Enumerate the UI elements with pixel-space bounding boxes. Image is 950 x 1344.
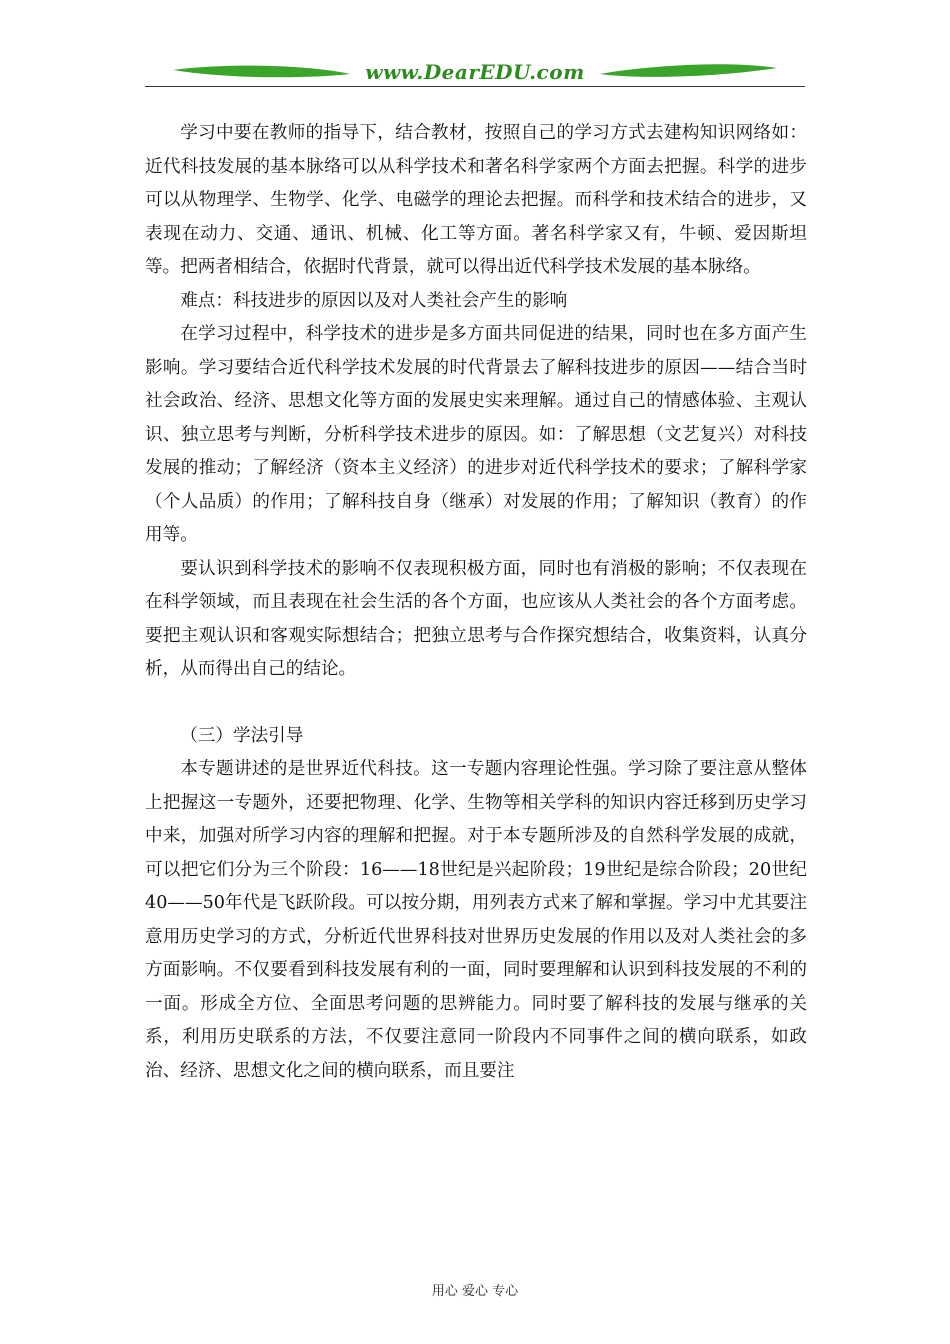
paragraph-spacer xyxy=(145,687,807,720)
section-heading-study-method: （三）学法引导 xyxy=(180,725,304,746)
site-logo[interactable]: www.DearEDU.com xyxy=(365,60,585,84)
page-footer: 用心 爱心 专心 xyxy=(431,1284,519,1299)
header-divider xyxy=(145,86,805,87)
document-body xyxy=(145,117,807,1088)
paragraph-difficulty-heading: 难点：科技进步的原因以及对人类社会产生的影响 xyxy=(180,290,568,311)
site-header xyxy=(145,56,805,96)
paragraph-learning-process: 在学习过程中，科学技术的进步是多方面共同促进的结果，同时也在多方面产生影响。学习要结合近代科学技术发展的时代背景去了解科技进步的原因——结合当时社会政治、经济、思想文化等方面的发展史实来理解。通过自己的情感体验、主观认识、独立思考与判断，分析科学技术进步的原因。如：了解思想（文艺复兴）对科技发展的推动；了解经济（资本主义经济）的进步对近代科学技术的要求；了解科学家（个人品质）的作用；了解科技自身（继承）对发展的作用；了解知识（教育）的作用等。 xyxy=(145,324,807,545)
paragraph-intro: 学习中要在教师的指导下，结合教材，按照自己的学习方式去建构知识网络如：近代科技发展的基本脉络可以从科学技术和著名科学家两个方面去把握。科学的进步可以从物理学、生物学、化学、电磁学的理论去把握。而科学和技术结合的进步，又表现在动力、交通、通讯、机械、化工等方面。著名科学家又有，牛顿、爱因斯坦等。把两者相结合，依据时代背景，就可以得出近代科学技术发展的基本脉络。 xyxy=(145,123,807,277)
paragraph-influence: 要认识到科学技术的影响不仅表现积极方面，同时也有消极的影响；不仅表现在在科学领域，而且表现在社会生活的各个方面，也应该从人类社会的各个方面考虑。要把主观认识和客观实际想结合；把独立思考与合作探究想结合，收集资料，认真分析，从而得出自己的结论。 xyxy=(145,558,807,679)
paragraph-study-method: 本专题讲述的是世界近代科技。这一专题内容理论性强。学习除了要注意从整体上把握这一专题外，还要把物理、化学、生物等相关学科的知识内容迁移到历史学习中来，加强对所学习内容的理解和把握。对于本专题所涉及的自然科学发展的成就，可以把它们分为三个阶段：16——18世纪是兴起阶段；19世纪是综合阶段；20世纪40——50年代是飞跃阶段。可以按分期，用列表方式来了解和掌握。学习中尤其要注意用历史学习的方式，分析近代世界科技对世界历史发展的作用以及对人类社会的多方面影响。不仅要看到科技发展有利的一面，同时要理解和认识到科技发展的不利的一面。形成全方位、全面思考问题的思辨能力。同时要了解科技的发展与继承的关系，利用历史联系的方法，不仅要注意同一阶段内不同事件之间的横向联系，如政治、经济、思想文化之间的横向联系，而且要注 xyxy=(145,759,807,1081)
